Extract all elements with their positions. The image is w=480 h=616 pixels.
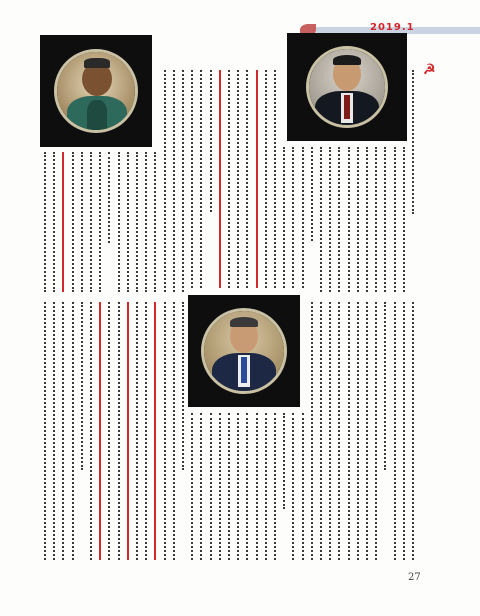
- emblem-glyph: ☭: [423, 62, 436, 78]
- portrait-middle: [188, 295, 300, 407]
- text-column: [127, 302, 135, 560]
- text-column: [200, 413, 208, 560]
- text-column: [366, 147, 374, 292]
- text-column: [108, 152, 116, 243]
- text-column: [357, 147, 365, 292]
- text-column: [99, 152, 107, 292]
- text-column: [256, 70, 264, 288]
- text-column: [375, 147, 383, 292]
- text-column: [44, 302, 52, 560]
- text-column: [219, 70, 227, 288]
- text-column: [265, 413, 273, 560]
- text-column: [329, 147, 337, 292]
- text-column: [108, 302, 116, 560]
- text-column: [394, 147, 402, 292]
- text-column: [246, 70, 254, 288]
- text-column: [200, 70, 208, 288]
- text-column: [237, 70, 245, 288]
- text-column: [283, 413, 291, 509]
- text-column: [228, 70, 236, 288]
- text-column: [311, 147, 319, 241]
- text-column: [274, 70, 282, 288]
- text-column: [182, 70, 190, 292]
- text-column: [191, 413, 199, 560]
- text-column: [403, 302, 411, 560]
- text-column: [246, 413, 254, 560]
- text-column: [311, 302, 319, 560]
- text-column: [72, 152, 80, 292]
- text-column: [338, 302, 346, 560]
- portrait-top-right: [287, 33, 407, 141]
- page-number: 27: [408, 572, 421, 583]
- text-column: [90, 302, 98, 560]
- text-column: [302, 413, 310, 560]
- text-column: [412, 70, 420, 214]
- portrait-frame: [201, 308, 287, 394]
- text-column: [154, 302, 162, 560]
- issue-year-label: 2019.1: [370, 22, 415, 33]
- text-column: [292, 147, 300, 288]
- text-column: [118, 152, 126, 292]
- portrait-frame: [54, 49, 138, 133]
- text-column: [384, 147, 392, 292]
- text-column: [403, 147, 411, 292]
- text-column: [228, 413, 236, 560]
- text-column: [62, 152, 70, 292]
- text-column: [320, 147, 328, 292]
- text-column: [274, 413, 282, 560]
- text-column: [210, 70, 218, 212]
- text-column: [127, 152, 135, 292]
- text-column: [136, 302, 144, 560]
- text-column: [412, 302, 420, 560]
- text-column: [292, 413, 300, 560]
- text-column: [81, 302, 89, 470]
- text-column: [164, 302, 172, 560]
- text-column: [90, 152, 98, 292]
- text-column: [265, 70, 273, 288]
- hammer-sickle-icon: [423, 63, 437, 77]
- text-column: [164, 70, 172, 292]
- text-column: [283, 147, 291, 288]
- text-column: [338, 147, 346, 292]
- text-column: [256, 413, 264, 560]
- text-column: [302, 147, 310, 288]
- text-column: [237, 413, 245, 560]
- text-column: [384, 302, 392, 470]
- text-column: [173, 70, 181, 292]
- text-column: [53, 152, 61, 292]
- text-column: [173, 302, 181, 560]
- text-column: [210, 413, 218, 560]
- portrait-frame: [306, 46, 388, 128]
- text-column: [154, 152, 162, 292]
- text-column: [136, 152, 144, 292]
- text-column: [394, 302, 402, 560]
- portrait-top-left: [40, 35, 152, 147]
- text-column: [320, 302, 328, 560]
- text-column: [44, 152, 52, 292]
- text-column: [81, 152, 89, 292]
- text-column: [348, 302, 356, 560]
- text-column: [62, 302, 70, 560]
- text-column: [145, 152, 153, 292]
- text-column: [357, 302, 365, 560]
- text-column: [329, 302, 337, 560]
- text-column: [53, 302, 61, 560]
- text-column: [375, 302, 383, 560]
- text-column: [348, 147, 356, 292]
- text-column: [99, 302, 107, 560]
- text-column: [145, 302, 153, 560]
- text-column: [191, 70, 199, 288]
- text-column: [72, 302, 80, 560]
- text-column: [219, 413, 227, 560]
- text-column: [118, 302, 126, 560]
- text-column: [366, 302, 374, 560]
